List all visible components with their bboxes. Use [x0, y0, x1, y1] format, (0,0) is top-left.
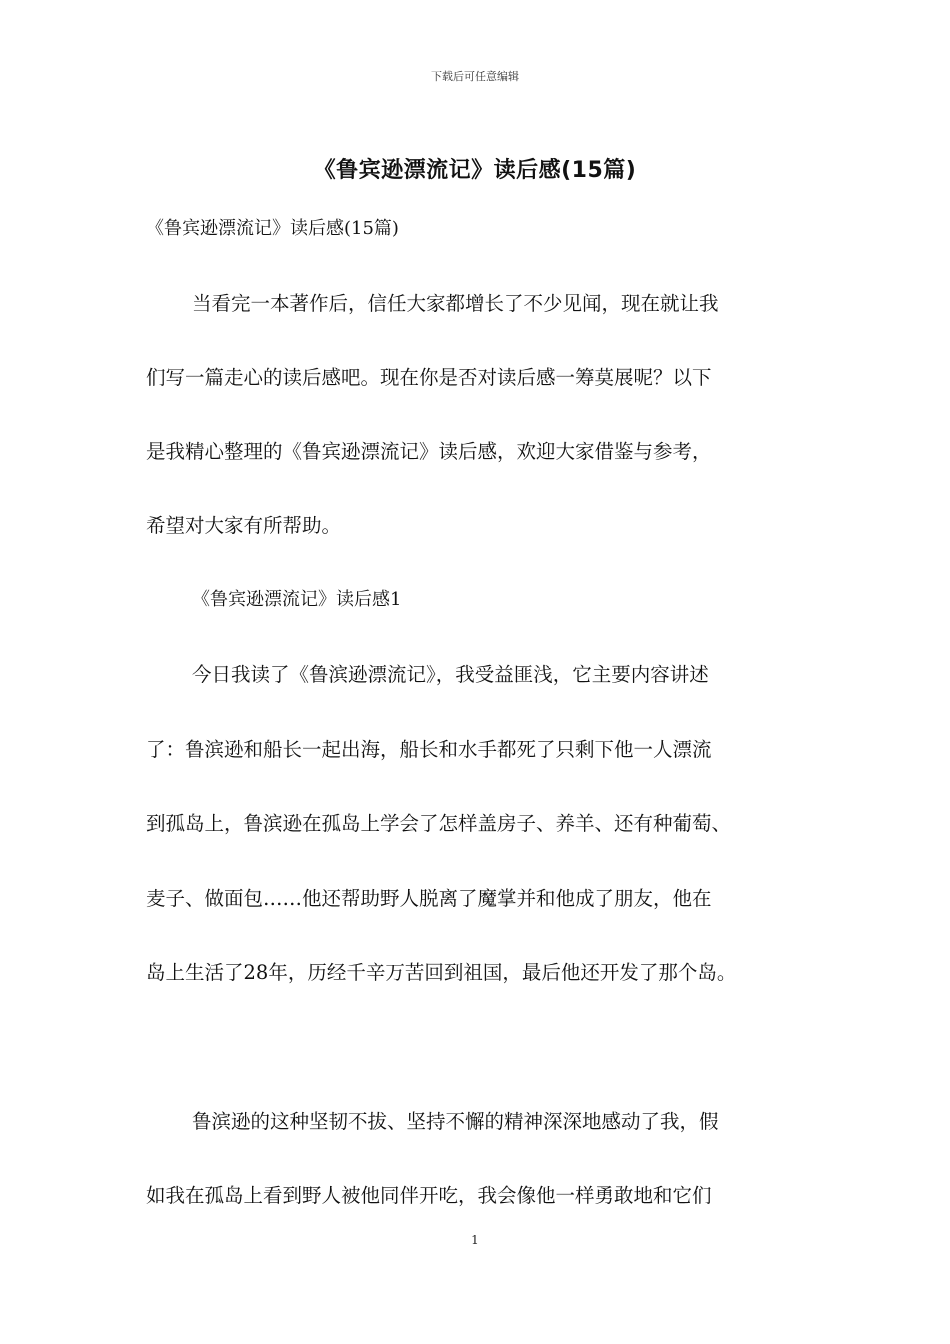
text-line: 们写一篇走心的读后感吧。现在你是否对读后感一筹莫展呢？以下 [146, 366, 712, 389]
header-note: 下载后可任意编辑 [431, 70, 519, 83]
text-line: 希望对大家有所帮助。 [146, 514, 342, 537]
text-line: 麦子、做面包……他还帮助野人脱离了魔掌并和他成了朋友，他在 [146, 887, 712, 910]
text-line: 了：鲁滨逊和船长一起出海，船长和水手都死了只剩下他一人漂流 [146, 738, 712, 761]
page-number: 1 [471, 1233, 479, 1247]
text-line: 鲁滨逊的这种坚韧不拔、坚持不懈的精神深深地感动了我，假 [192, 1110, 719, 1133]
text-line: 岛上生活了28年，历经千辛万苦回到祖国，最后他还开发了那个岛。 [146, 961, 737, 984]
text-line: 是我精心整理的《鲁宾逊漂流记》读后感，欢迎大家借鉴与参考， [146, 440, 712, 463]
text-line: 如我在孤岛上看到野人被他同伴开吃，我会像他一样勇敢地和它们 [146, 1184, 712, 1207]
text-line: 到孤岛上，鲁滨逊在孤岛上学会了怎样盖房子、养羊、还有种葡萄、 [146, 812, 732, 835]
section-heading: 《鲁宾逊漂流记》读后感1 [192, 589, 402, 610]
document-title: 《鲁宾逊漂流记》读后感(15篇) [313, 158, 637, 183]
text-line: 当看完一本著作后，信任大家都增长了不少见闻，现在就让我 [192, 292, 719, 315]
document-subtitle: 《鲁宾逊漂流记》读后感(15篇) [146, 218, 399, 239]
text-line: 今日我读了《鲁滨逊漂流记》，我受益匪浅，它主要内容讲述 [192, 663, 709, 686]
